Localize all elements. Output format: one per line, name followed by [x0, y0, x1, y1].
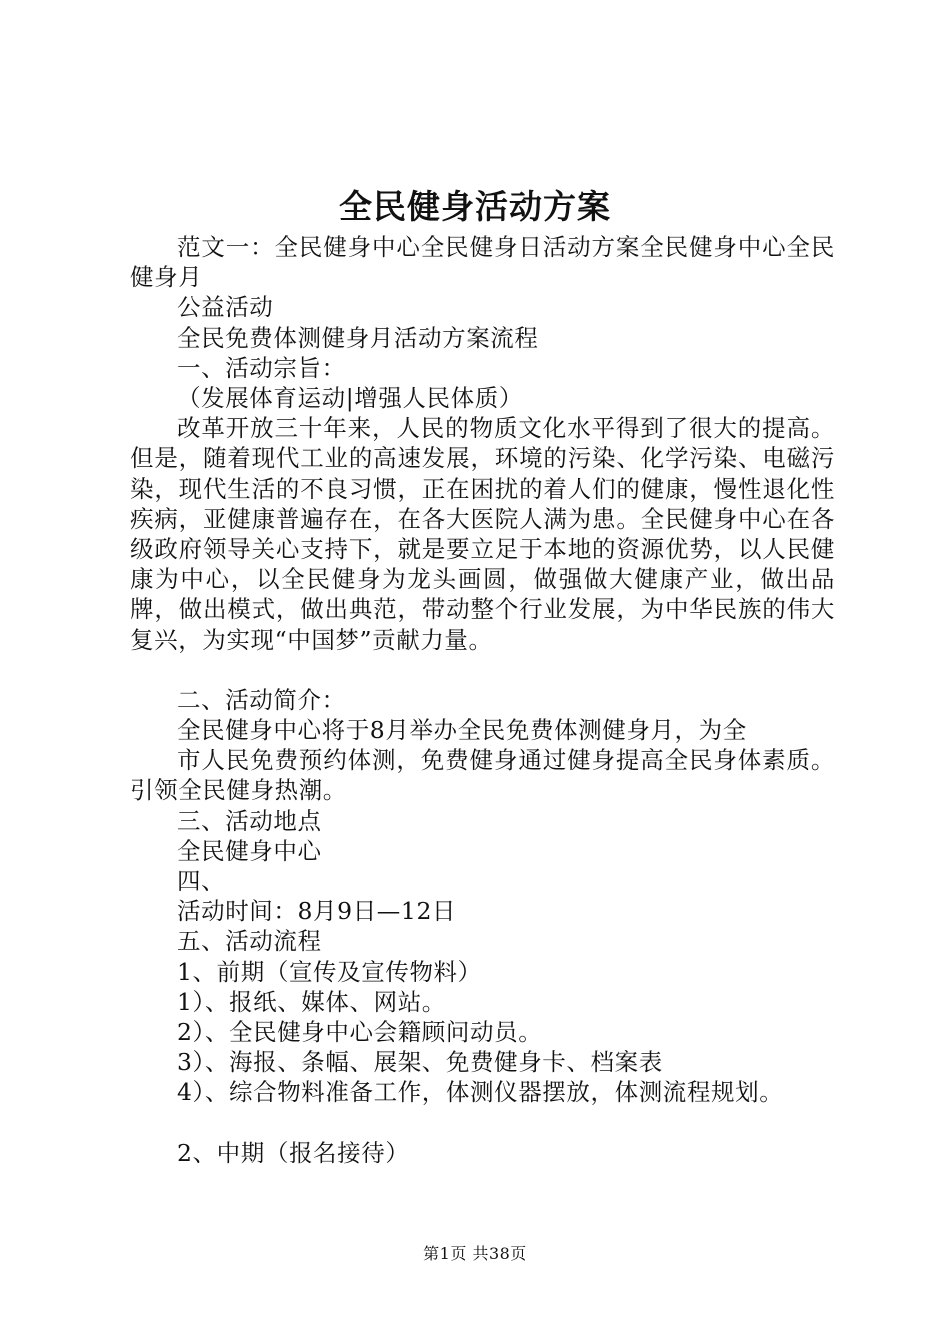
paragraph-location: 全民健身中心 — [177, 836, 322, 865]
heading-location: 三、活动地点 — [177, 806, 322, 835]
list-item-materials: 4）、综合物料准备工作，体测仪器摆放，体测流程规划。 — [177, 1078, 784, 1107]
paragraph-plan-name: 全民免费体测健身月活动方案流程 — [177, 323, 539, 352]
page-footer: 第1页 共38页 — [423, 1244, 527, 1263]
heading-purpose: 一、活动宗旨： — [177, 353, 346, 382]
paragraph-introduction-2: 市人民免费预约体测，免费健身通过健身提高全民身体素质。引领全民健身热潮。 — [130, 746, 835, 805]
heading-process: 五、活动流程 — [177, 927, 322, 956]
list-item-middle-stage: 2、中期（报名接待） — [177, 1138, 410, 1167]
list-item-posters: 3）、海报、条幅、展架、免费健身卡、档案表 — [177, 1048, 663, 1077]
paragraph-intro: 范文一：全民健身中心全民健身日活动方案全民健身中心全民健身月 — [130, 233, 835, 292]
paragraph-time: 活动时间：8月9日—12日 — [177, 897, 457, 926]
paragraph-slogan: （发展体育运动|增强人民体质） — [177, 384, 523, 413]
document-title: 全民健身活动方案 — [339, 187, 611, 226]
paragraph-spacer — [130, 1108, 835, 1138]
list-item-early-stage: 1、前期（宣传及宣传物料） — [177, 957, 482, 986]
list-item-media: 1）、报纸、媒体、网站。 — [177, 987, 446, 1016]
paragraph-public-activity: 公益活动 — [177, 293, 274, 322]
document-body — [130, 232, 835, 1168]
list-item-consultants: 2）、全民健身中心会籍顾问动员。 — [177, 1018, 543, 1047]
paragraph-spacer — [130, 655, 835, 685]
paragraph-introduction-1: 全民健身中心将于8月举办全民免费体测健身月，为全 — [177, 716, 747, 745]
paragraph-background: 改革开放三十年来，人民的物质文化水平得到了很大的提高。但是，随着现代工业的高速发展，环境的污染、化学污染、电磁污染，现代生活的不良习惯，正在困扰的着人们的健康，慢性退化性疾病，亚健康普遍存在，在各大医院人满为患。全民健身中心在各级政府领导关心支持下，就是要立足于本地的资源优势，以人民健康为中心，以全民健身为龙头画圆，做强做大健康产业，做出品牌，做出模式，做出典范，带动整个行业发展，为中华民族的伟大复兴，为实现“中国梦”贡献力量。 — [130, 414, 835, 654]
heading-four: 四、 — [177, 867, 226, 896]
heading-introduction: 二、活动简介： — [177, 685, 346, 714]
